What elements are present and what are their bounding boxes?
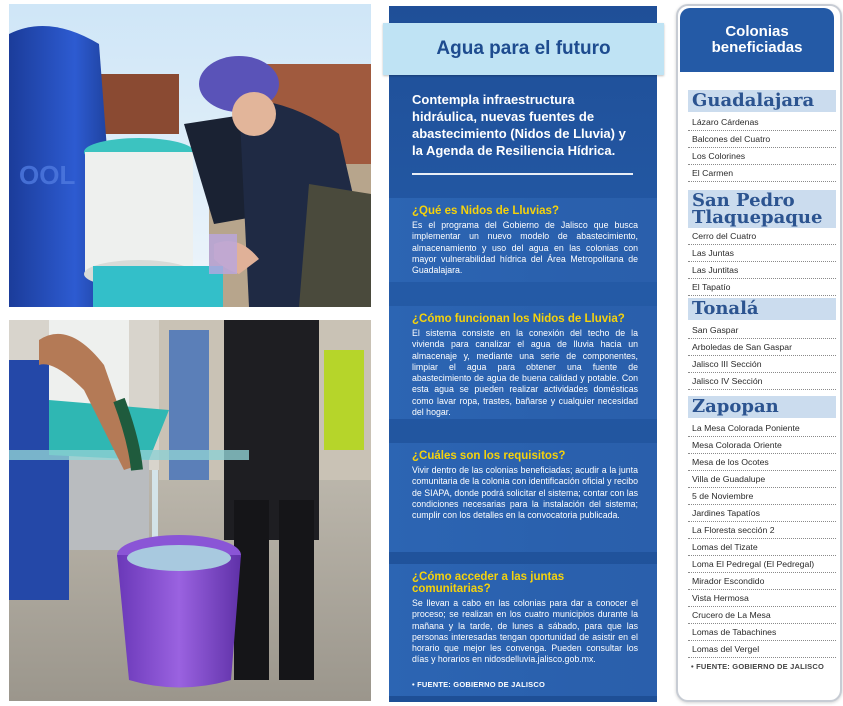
section-como-funcionan	[389, 306, 657, 419]
colonia-item: Mesa de los Ocotes	[688, 454, 836, 471]
list-tlaquepaque	[688, 228, 836, 296]
city-tlaquepaque: San Pedro Tlaquepaque	[688, 190, 836, 228]
colonia-item: Vista Hermosa	[688, 590, 836, 607]
section-requisitos	[389, 443, 657, 552]
city-zapopan: Zapopan	[688, 396, 836, 418]
colonia-item: Jardines Tapatíos	[688, 505, 836, 522]
colonia-item: Lomas del Tizate	[688, 539, 836, 556]
section-title: ¿Cómo acceder a las juntas comunitarias?	[412, 571, 565, 595]
city-guadalajara: Guadalajara	[688, 90, 836, 112]
intro-divider	[412, 173, 633, 175]
colonia-item: La Floresta sección 2	[688, 522, 836, 539]
colonia-item: Mirador Escondido	[688, 573, 836, 590]
colonia-item: Los Colorines	[688, 148, 836, 165]
photo-bottom-illustration	[9, 320, 371, 701]
colonia-item: Las Juntas	[688, 245, 836, 262]
colonia-item: Lomas de Tabachines	[688, 624, 836, 641]
section-body: Es el programa del Gobierno de Jalisco que busca implementar un nuevo modelo de abastecimiento, almacenamiento y uso del agua en las colonias con mayor vulnerabilidad hídrica del Área Metropolitana de Guadalajara.	[412, 220, 638, 276]
svg-text:OOL: OOL	[19, 160, 76, 190]
section-title: ¿Cuáles son los requisitos?	[412, 450, 566, 462]
photo-top-illustration	[9, 4, 371, 307]
colonias-box	[676, 4, 842, 702]
photo-water-into-bucket	[9, 320, 371, 701]
panel-source: • FUENTE: GOBIERNO DE JALISCO	[412, 680, 546, 689]
colonia-item: Las Juntitas	[688, 262, 836, 279]
colonia-item: Arboledas de San Gaspar	[688, 339, 836, 356]
colonia-item: Jalisco III Sección	[688, 356, 836, 373]
colonia-item: La Mesa Colorada Poniente	[688, 420, 836, 437]
list-guadalajara	[688, 114, 836, 182]
colonia-item: Jalisco IV Sección	[688, 373, 836, 390]
section-body: El sistema consiste en la conexión del techo de la vivienda para canalizar el agua de lluvia hacia un almacenaje y, mediante una serie de componentes, limpiar el agua para obtener una fuente de abastecimiento de agua de buena calidad y potable. Con esta agua se pueden realizar actividades domésticas como lavar ropa, trastes, bañarse y cualquier necesidad del hogar.	[412, 328, 638, 418]
colonia-item: 5 de Noviembre	[688, 488, 836, 505]
section-juntas	[389, 564, 657, 696]
section-body: Vivir dentro de las colonias beneficiadas; acudir a la junta comunitaria de la colonia con identificación oficial y recibo de SIAPA, donde podrá solicitar el sistema; contar con las condiciones necesarias para la instalación del sistema; cumplir con los detalles en la convocatoria publicada.	[412, 465, 638, 521]
city-tonala: Tonalá	[688, 298, 836, 320]
colonias-header: Colonias beneficiadas	[680, 8, 834, 72]
info-panel	[389, 6, 657, 702]
colonia-item: Lomas del Vergel	[688, 641, 836, 658]
section-body: Se llevan a cabo en las colonias para dar a conocer el proceso; se realizan en los cuatro municipios durante la mañana y la tarde, de lunes a sábado, para que las personas interesadas tengan oportunidad de asistir en el horario que mejor les convenga. Pueden consultar los días y horarios en nidosdelluvia.jalisco.gob.mx.	[412, 598, 638, 665]
colonia-item: El Tapatío	[688, 279, 836, 296]
colonia-item: Balcones del Cuatro	[688, 131, 836, 148]
photo-boy-at-water-filter	[9, 4, 371, 307]
section-que-es	[389, 198, 657, 282]
colonia-item: Mesa Colorada Oriente	[688, 437, 836, 454]
section-title: ¿Qué es Nidos de Lluvias?	[412, 205, 559, 217]
colonia-item: Lázaro Cárdenas	[688, 114, 836, 131]
section-title: ¿Cómo funcionan los Nidos de Lluvia?	[412, 313, 625, 325]
list-zapopan	[688, 420, 836, 658]
colonia-item: San Gaspar	[688, 322, 836, 339]
colonia-item: Loma El Pedregal (El Pedregal)	[688, 556, 836, 573]
colonia-item: Cerro del Cuatro	[688, 228, 836, 245]
panel-title: Agua para el futuro	[383, 23, 664, 75]
panel-intro: Contempla infraestructura hidráulica, nuevas fuentes de abastecimiento (Nidos de Lluvia) y la Agenda de Resiliencia Hídrica.	[412, 92, 626, 158]
colonias-source: • FUENTE: GOBIERNO DE JALISCO	[691, 662, 825, 671]
colonia-item: El Carmen	[688, 165, 836, 182]
colonia-item: Crucero de La Mesa	[688, 607, 836, 624]
colonia-item: Villa de Guadalupe	[688, 471, 836, 488]
list-tonala	[688, 322, 836, 390]
